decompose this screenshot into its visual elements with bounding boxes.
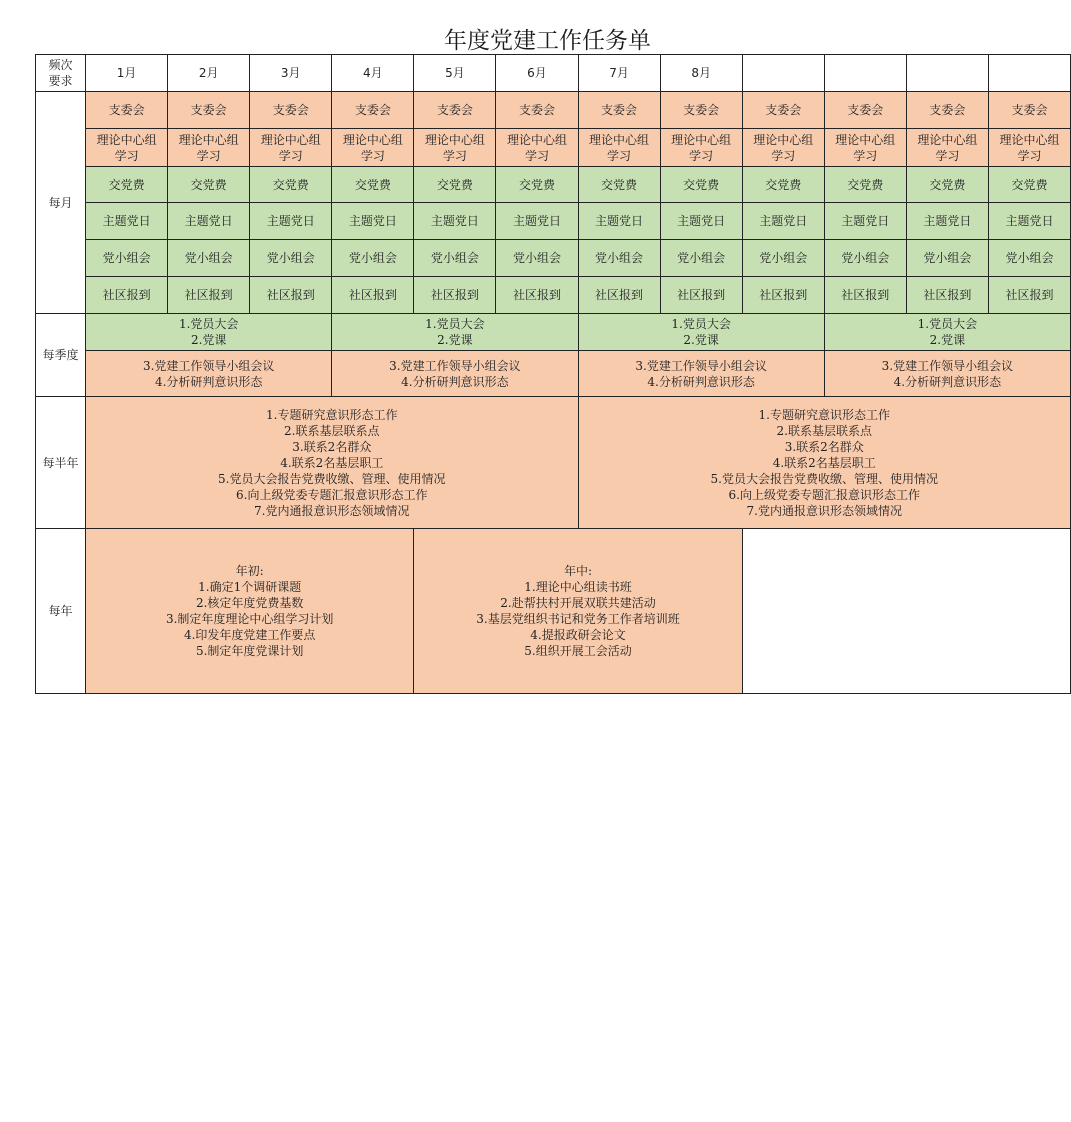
empty-header: [742, 55, 824, 92]
annual-end-cell: [742, 529, 1070, 694]
monthly-task-cell: [86, 277, 168, 314]
cell-line: 主题党日: [184, 214, 233, 228]
cell-line: 4.分析研判意识形态: [401, 374, 509, 389]
monthly-task-cell: [660, 240, 742, 277]
monthly-task-cell: [496, 129, 578, 167]
cell-line: 2.党课: [437, 333, 473, 347]
cell-line: 学习: [935, 148, 960, 163]
cell-line: 党小组会: [1005, 251, 1054, 265]
task-sheet: [35, 54, 1060, 694]
cell-line: 学习: [607, 148, 632, 163]
cell-line: 理论中心组: [753, 132, 814, 147]
cell-line: 社区报到: [841, 288, 890, 302]
cell-line: 支委会: [518, 103, 555, 117]
monthly-task-cell: [332, 129, 414, 167]
month-header: 2月: [168, 55, 250, 92]
cell-line: 理论中心组: [999, 132, 1060, 147]
monthly-task-cell: [906, 240, 988, 277]
cell-line: 交党费: [354, 177, 391, 192]
monthly-task-cell: [250, 277, 332, 314]
cell-line: 交党费: [1011, 177, 1048, 192]
cell-line: 交党费: [601, 177, 638, 192]
cell-line: 社区报到: [266, 288, 315, 302]
monthly-task-cell: [824, 277, 906, 314]
monthly-task-cell: [332, 92, 414, 129]
monthly-task-cell: [988, 240, 1070, 277]
monthly-task-cell: [578, 277, 660, 314]
cell-line: 3.党建工作领导小组会议: [635, 358, 767, 373]
cell-line: 主题党日: [512, 214, 561, 228]
monthly-task-cell: [742, 203, 824, 240]
page-title: 年度党建工作任务单: [444, 28, 651, 54]
monthly-task-cell: [742, 240, 824, 277]
task-table: [35, 54, 1071, 694]
monthly-task-cell: [578, 240, 660, 277]
cell-line: 党小组会: [595, 251, 644, 265]
cell-line: 主题党日: [1005, 214, 1054, 228]
cell-line: 社区报到: [512, 288, 561, 302]
cell-line: 支委会: [847, 103, 884, 117]
cell-line: 4.印发年度党建工作要点: [183, 628, 316, 642]
monthly-task-cell: [988, 277, 1070, 314]
monthly-task-cell: [332, 167, 414, 203]
cell-line: 支委会: [190, 103, 227, 117]
cell-line: 支委会: [354, 103, 391, 117]
cell-line: 理论中心组: [835, 132, 896, 147]
cell-line: 交党费: [518, 177, 555, 192]
monthly-task-cell: [496, 277, 578, 314]
cell-line: 年初:: [235, 564, 264, 578]
cell-line: 1.党员大会: [917, 317, 978, 331]
monthly-task-cell: [414, 203, 496, 240]
quarterly-meeting-cell: [824, 314, 1070, 351]
quarterly-meeting-cell: [332, 314, 578, 351]
monthly-task-cell: [250, 167, 332, 203]
monthly-task-cell: [906, 167, 988, 203]
cell-line: 3.制定年度理论中心组学习计划: [165, 612, 334, 626]
cell-line: 支委会: [1011, 103, 1048, 117]
monthly-task-cell: [660, 129, 742, 167]
cell-line: 学习: [442, 148, 467, 163]
cell-line: 1.专题研究意识形态工作: [266, 407, 398, 422]
cell-line: 学习: [771, 148, 796, 163]
cell-line: 主题党日: [923, 214, 972, 228]
cell-line: 频次: [48, 58, 73, 72]
cell-line: 主题党日: [102, 214, 151, 228]
cell-line: 2.党课: [683, 333, 719, 347]
quarterly-review-cell: [578, 351, 824, 397]
monthly-task-cell: [824, 240, 906, 277]
cell-line: 社区报到: [430, 288, 479, 302]
monthly-task-cell: [332, 203, 414, 240]
month-header: 5月: [414, 55, 496, 92]
cell-line: 交党费: [108, 177, 145, 192]
cell-line: 理论中心组: [178, 132, 239, 147]
cell-line: 支委会: [683, 103, 720, 117]
monthly-task-cell: [988, 167, 1070, 203]
cell-line: 党小组会: [184, 251, 233, 265]
monthly-task-cell: [660, 167, 742, 203]
cell-line: 3.联系2名群众: [292, 439, 372, 454]
monthly-task-cell: [86, 92, 168, 129]
month-header: 4月: [332, 55, 414, 92]
monthly-task-cell: [578, 129, 660, 167]
cell-line: 主题党日: [348, 214, 397, 228]
monthly-task-cell: [496, 92, 578, 129]
monthly-task-cell: [168, 92, 250, 129]
cell-line: 社区报到: [184, 288, 233, 302]
monthly-task-cell: [168, 167, 250, 203]
monthly-task-cell: [168, 277, 250, 314]
cell-line: 理论中心组: [260, 132, 321, 147]
cell-line: 3.党建工作领导小组会议: [389, 358, 521, 373]
cell-line: 党小组会: [102, 251, 151, 265]
month-header: 6月: [496, 55, 578, 92]
cell-line: 理论中心组: [671, 132, 732, 147]
cell-line: 交党费: [929, 177, 966, 192]
monthly-task-cell: [988, 203, 1070, 240]
cell-line: 4.分析研判意识形态: [154, 374, 263, 389]
monthly-task-cell: [86, 129, 168, 167]
cell-line: 学习: [278, 148, 303, 163]
monthly-task-cell: [824, 203, 906, 240]
cell-line: 主题党日: [759, 214, 808, 228]
cell-line: 7.党内通报意识形态领域情况: [254, 503, 410, 518]
cell-line: 学习: [689, 148, 714, 163]
monthly-task-cell: [332, 240, 414, 277]
monthly-task-cell: [660, 92, 742, 129]
cell-line: 学习: [853, 148, 878, 163]
quarterly-meeting-cell: [86, 314, 332, 351]
cell-line: 5.党员大会报告党费收缴、管理、使用情况: [710, 471, 938, 486]
monthly-task-cell: [824, 92, 906, 129]
cell-line: 社区报到: [923, 288, 972, 302]
cell-line: 支委会: [765, 103, 802, 117]
monthly-task-cell: [332, 277, 414, 314]
category-semiannual: 每半年: [36, 397, 86, 529]
cell-line: 党小组会: [759, 251, 808, 265]
cell-line: 5.党员大会报告党费收缴、管理、使用情况: [218, 471, 446, 486]
monthly-task-cell: [414, 129, 496, 167]
cell-line: 党小组会: [841, 251, 890, 265]
cell-line: 交党费: [190, 177, 227, 192]
cell-line: 4.分析研判意识形态: [893, 374, 1002, 389]
monthly-task-cell: [742, 129, 824, 167]
cell-line: 5.制定年度党课计划: [195, 644, 304, 658]
monthly-task-cell: [250, 92, 332, 129]
cell-line: 4.联系2名基层职工: [772, 455, 876, 470]
cell-line: 交党费: [683, 177, 720, 192]
cell-line: 主题党日: [677, 214, 726, 228]
cell-line: 社区报到: [102, 288, 151, 302]
cell-line: 党小组会: [348, 251, 397, 265]
cell-line: 支委会: [108, 103, 145, 117]
cell-line: 1.确定1个调研课题: [198, 580, 302, 594]
cell-line: 理论中心组: [589, 132, 650, 147]
monthly-task-cell: [742, 277, 824, 314]
cell-line: 1.党员大会: [178, 317, 239, 331]
cell-line: 年中:: [563, 564, 593, 578]
cell-line: 2.党课: [190, 333, 227, 347]
cell-line: 理论中心组: [342, 132, 403, 147]
quarterly-review-cell: [824, 351, 1070, 397]
month-header: 8月: [660, 55, 742, 92]
cell-line: 1.党员大会: [425, 317, 485, 331]
cell-line: 主题党日: [266, 214, 315, 228]
quarterly-review-cell: [86, 351, 332, 397]
cell-line: 学习: [1017, 148, 1042, 163]
monthly-task-cell: [86, 240, 168, 277]
cell-line: 学习: [360, 148, 385, 163]
monthly-task-cell: [168, 129, 250, 167]
cell-line: 主题党日: [595, 214, 644, 228]
monthly-task-cell: [660, 277, 742, 314]
quarterly-meeting-cell: [578, 314, 824, 351]
cell-line: 党小组会: [430, 251, 479, 265]
monthly-task-cell: [906, 92, 988, 129]
monthly-task-cell: [988, 129, 1070, 167]
cell-line: 交党费: [436, 177, 473, 192]
monthly-task-cell: [906, 203, 988, 240]
monthly-task-cell: [906, 129, 988, 167]
cell-line: 2.联系基层联系点: [776, 423, 872, 438]
semiannual-task-cell: [86, 397, 578, 529]
monthly-task-cell: [86, 167, 168, 203]
quarterly-review-cell: [332, 351, 578, 397]
cell-line: 支委会: [436, 103, 473, 117]
cell-line: 1.党员大会: [671, 317, 731, 331]
category-annual: 每年: [36, 529, 86, 694]
monthly-task-cell: [660, 203, 742, 240]
monthly-task-cell: [86, 203, 168, 240]
monthly-task-cell: [250, 240, 332, 277]
cell-line: 2.核定年度党费基数: [195, 596, 304, 610]
cell-line: 2.赴帮扶村开展双联共建活动: [500, 596, 656, 610]
empty-header: [988, 55, 1070, 92]
cell-line: 主题党日: [841, 214, 890, 228]
cell-line: 党小组会: [512, 251, 561, 265]
cell-line: 交党费: [847, 177, 884, 192]
cell-line: 7.党内通报意识形态领域情况: [746, 503, 902, 518]
monthly-task-cell: [414, 277, 496, 314]
month-header: 1月: [86, 55, 168, 92]
cell-line: 6.向上级党委专题汇报意识形态工作: [728, 487, 920, 502]
monthly-task-cell: [414, 92, 496, 129]
cell-line: 4.联系2名基层职工: [280, 455, 384, 470]
cell-line: 学习: [196, 148, 221, 163]
annual-start-cell: [86, 529, 414, 694]
cell-line: 5.组织开展工会活动: [524, 644, 632, 658]
cell-line: 社区报到: [348, 288, 397, 302]
cell-line: 社区报到: [759, 288, 808, 302]
monthly-task-cell: [496, 203, 578, 240]
cell-line: 3.党建工作领导小组会议: [142, 358, 275, 373]
empty-header: [906, 55, 988, 92]
cell-line: 4.分析研判意识形态: [647, 374, 755, 389]
cell-line: 3.联系2名群众: [784, 439, 864, 454]
cell-line: 党小组会: [923, 251, 972, 265]
monthly-task-cell: [578, 92, 660, 129]
monthly-task-cell: [742, 167, 824, 203]
monthly-task-cell: [168, 203, 250, 240]
category-quarterly: 每季度: [36, 314, 86, 397]
cell-line: 理论中心组: [96, 132, 157, 147]
month-header: 3月: [250, 55, 332, 92]
cell-line: 3.基层党组织书记和党务工作者培训班: [476, 612, 680, 626]
monthly-task-cell: [496, 167, 578, 203]
monthly-task-cell: [578, 167, 660, 203]
cell-line: 理论中心组: [917, 132, 978, 147]
cell-line: 学习: [524, 148, 549, 163]
cell-line: 要求: [48, 74, 73, 88]
month-header: 7月: [578, 55, 660, 92]
cell-line: 3.党建工作领导小组会议: [881, 358, 1014, 373]
cell-line: 1.专题研究意识形态工作: [758, 407, 890, 422]
category-monthly: 每月: [36, 92, 86, 314]
cell-line: 支委会: [601, 103, 638, 117]
cell-line: 党小组会: [266, 251, 315, 265]
monthly-task-cell: [742, 92, 824, 129]
monthly-task-cell: [906, 277, 988, 314]
semiannual-task-cell: [578, 397, 1070, 529]
monthly-task-cell: [988, 92, 1070, 129]
cell-line: 理论中心组: [424, 132, 485, 147]
monthly-task-cell: [824, 167, 906, 203]
cell-line: 学习: [114, 148, 139, 163]
annual-mid-cell: [414, 529, 742, 694]
cell-line: 主题党日: [430, 214, 479, 228]
monthly-task-cell: [250, 129, 332, 167]
cell-line: 社区报到: [595, 288, 644, 302]
cell-line: 党小组会: [677, 251, 726, 265]
cell-line: 交党费: [272, 177, 309, 192]
monthly-task-cell: [578, 203, 660, 240]
cell-line: 支委会: [929, 103, 966, 117]
monthly-task-cell: [414, 167, 496, 203]
cell-line: 4.提报政研会论文: [530, 628, 626, 642]
monthly-task-cell: [824, 129, 906, 167]
cell-line: 交党费: [765, 177, 802, 192]
cell-line: 理论中心组: [506, 132, 567, 147]
cell-line: 2.联系基层联系点: [284, 423, 380, 438]
monthly-task-cell: [168, 240, 250, 277]
cell-line: 社区报到: [677, 288, 726, 302]
cell-line: 1.理论中心组读书班: [524, 580, 632, 594]
cell-line: 支委会: [272, 103, 309, 117]
cell-line: 6.向上级党委专题汇报意识形态工作: [236, 487, 428, 502]
cell-line: 社区报到: [1005, 288, 1054, 302]
monthly-task-cell: [250, 203, 332, 240]
empty-header: [824, 55, 906, 92]
frequency-header: [36, 55, 86, 92]
monthly-task-cell: [414, 240, 496, 277]
cell-line: 2.党课: [929, 333, 966, 347]
monthly-task-cell: [496, 240, 578, 277]
